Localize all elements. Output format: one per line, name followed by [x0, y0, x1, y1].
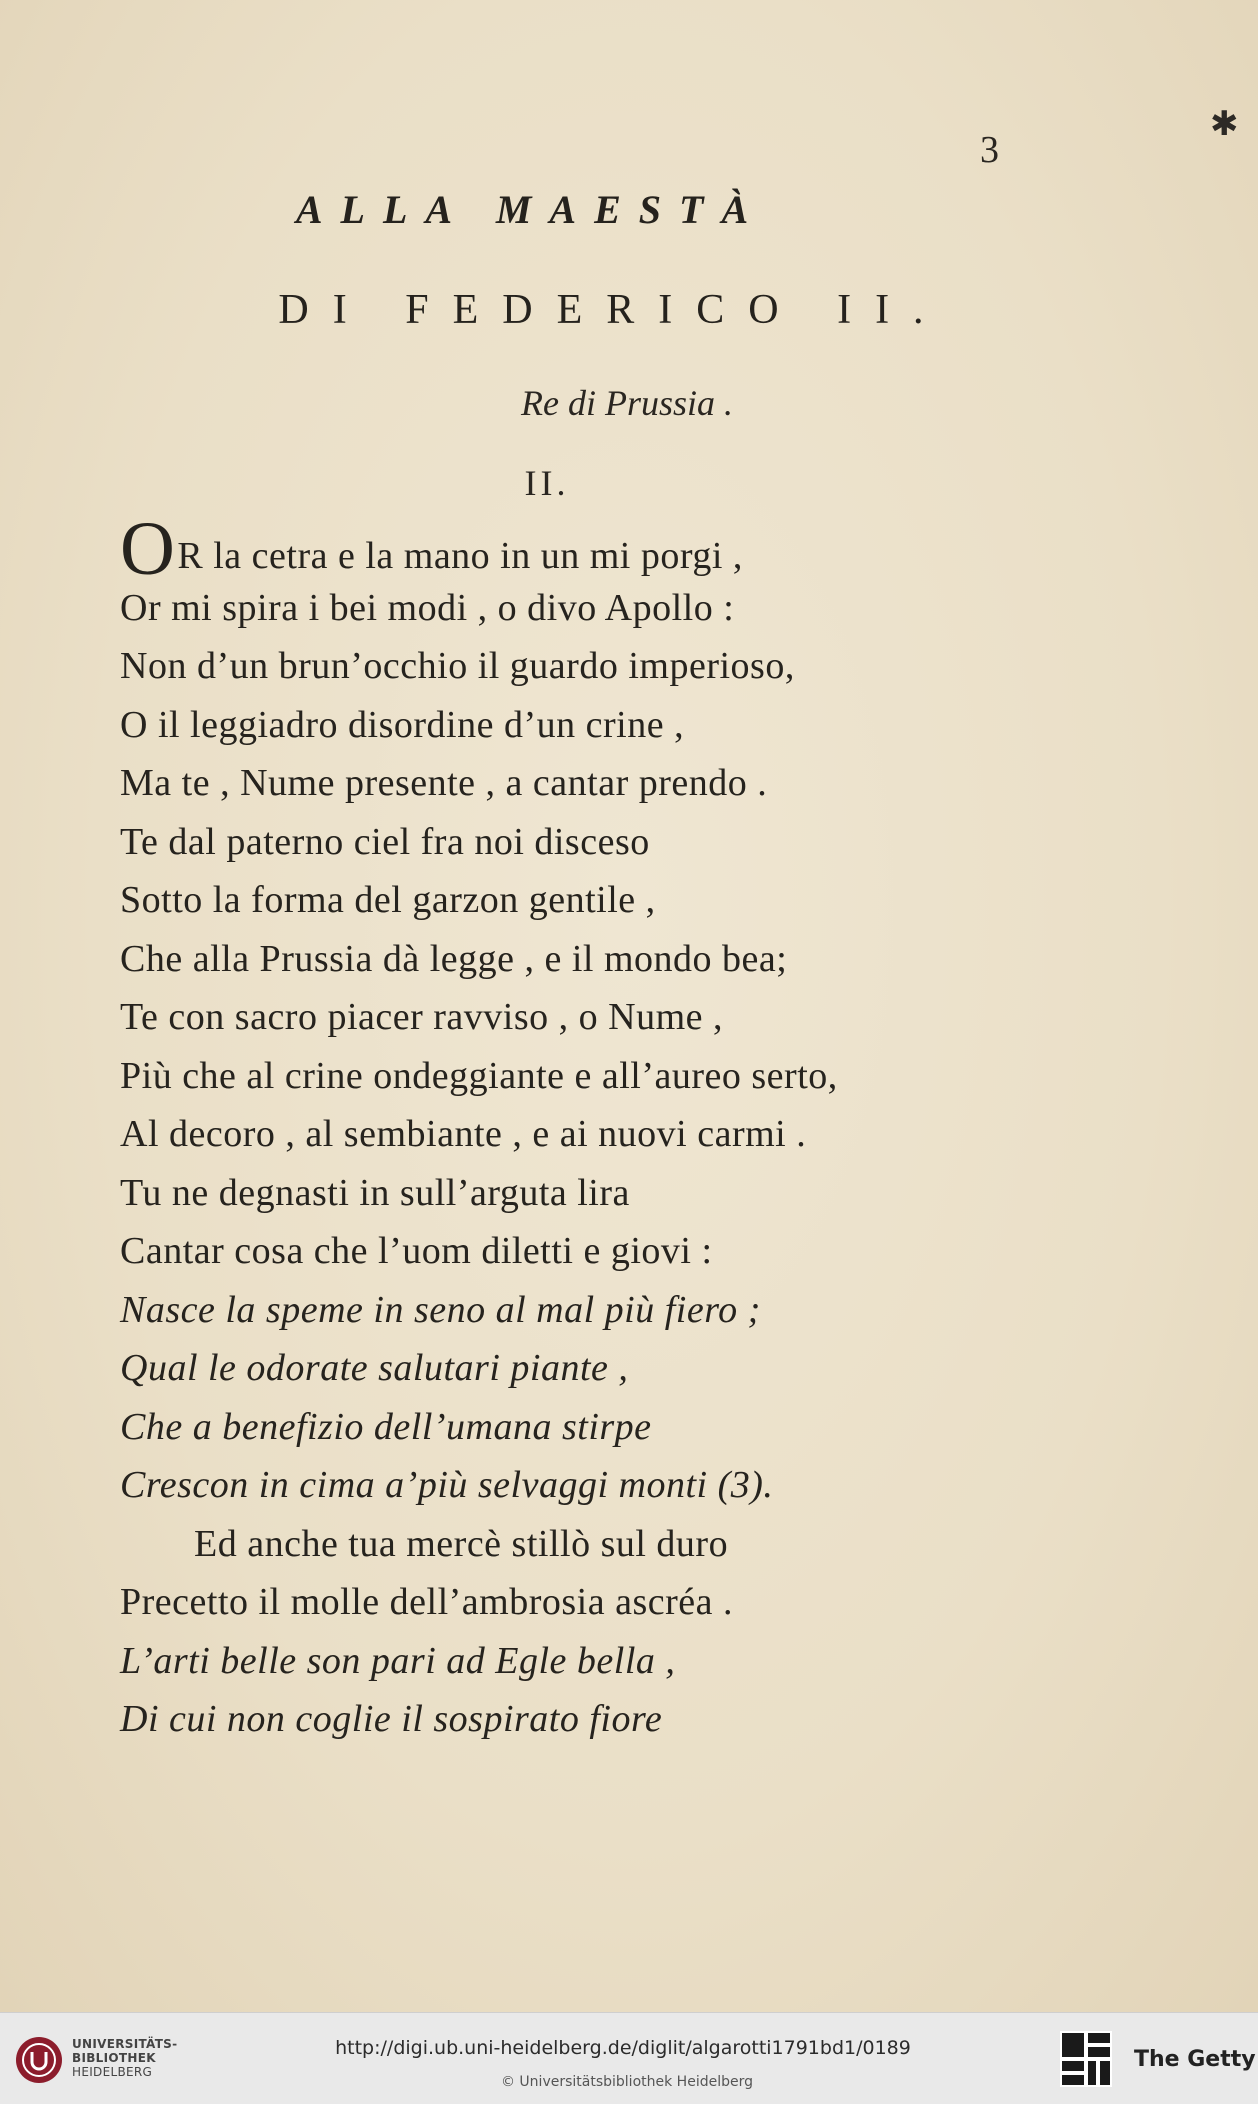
poem-line-text: Che alla Prussia dà legge , e il mondo bea;: [120, 937, 788, 980]
poem-line-text: Te dal paterno ciel fra noi disceso: [120, 820, 650, 863]
poem-line: [120, 1281, 1040, 1340]
poem-line-text: Nasce la speme in seno al mal più fiero ;: [120, 1288, 761, 1331]
poem-text: [120, 507, 1040, 1749]
drop-cap: O: [120, 507, 176, 591]
getty-logo-icon: [1060, 2031, 1112, 2087]
poem-line: [120, 637, 1040, 696]
poem-line-text: L’arti belle son pari ad Egle bella ,: [120, 1639, 676, 1682]
poem-line: [120, 696, 1040, 755]
title-line-1: ALLA MAESTÀ: [295, 187, 767, 232]
poem-line-text: Or mi spira i bei modi , o divo Apollo :: [120, 586, 735, 629]
poem-line-text: Cantar cosa che l’uom diletti e giovi :: [120, 1230, 713, 1272]
poem-line-text: Più che al crine ondeggiante e all’aureo serto,: [120, 1054, 838, 1097]
poem-line: [120, 1632, 1040, 1691]
poem-line: [120, 507, 1040, 591]
poem-line-text: Sotto la forma del garzon gentile ,: [120, 879, 656, 921]
poem-line: [120, 1573, 1040, 1632]
poem-line-text: Di cui non coglie il sospirato fiore: [120, 1698, 663, 1740]
poem-line-text: Ed anche tua mercè stillò sul duro: [194, 1522, 729, 1565]
poem-line-text: Non d’un brun’occhio il guardo imperioso,: [120, 645, 795, 687]
poem-line: [120, 1222, 1040, 1281]
poem-line: [120, 1164, 1040, 1223]
poem-line: [120, 1339, 1040, 1398]
poem-line: [120, 1105, 1040, 1164]
poem-line-text: Che a benefizio dell’umana stirpe: [120, 1405, 652, 1448]
poem-line-text: Qual le odorate salutari piante ,: [120, 1347, 629, 1389]
poem-line: [120, 871, 1040, 930]
section-number: II.: [524, 463, 570, 503]
poem-line-text: Te con sacro piacer ravviso , o Nume ,: [120, 996, 724, 1038]
poem-line-text: O il leggiadro disordine d’un crine ,: [120, 703, 685, 746]
copyright-notice: © Universitätsbibliothek Heidelberg: [500, 2074, 753, 2090]
ornament-mark: ✱: [1210, 106, 1239, 143]
poem-line: [120, 1690, 1040, 1749]
poem-line: [120, 754, 1040, 813]
poem-line: [120, 1515, 1040, 1574]
permalink-url[interactable]: http://digi.ub.uni-heidelberg.de/diglit/algarotti1791bd1/0189: [335, 2037, 911, 2059]
subtitle: Re di Prussia .: [521, 383, 733, 423]
poem-line: [120, 930, 1040, 989]
poem-line: [120, 988, 1040, 1047]
poem-line-text: Al decoro , al sembiante , e ai nuovi carmi .: [120, 1113, 807, 1155]
poem-line-text: Crescon in cima a’più selvaggi monti (3).: [120, 1464, 774, 1506]
getty-name: The Getty: [1134, 2047, 1256, 2072]
poem-line-text: Tu ne degnasti in sull’arguta lira: [120, 1171, 630, 1214]
poem-line: [120, 1398, 1040, 1457]
viewer-footer: [0, 2012, 1258, 2104]
poem-line: [120, 1456, 1040, 1515]
poem-line: [120, 1047, 1040, 1106]
poem-line-text: Ma te , Nume presente , a cantar prendo .: [120, 762, 768, 804]
page-number: 3: [980, 129, 999, 171]
poem-line-text: Precetto il molle dell’ambrosia ascréa .: [120, 1581, 733, 1623]
title-line-2: DI FEDERICO II.: [278, 287, 948, 333]
poem-line-text: R la cetra e la mano in un mi porgi ,: [177, 535, 743, 577]
poem-line: [120, 813, 1040, 872]
poem-line: [120, 579, 1040, 638]
library-name: UNIVERSITÄTS- BIBLIOTHEK HEIDELBERG: [72, 2037, 178, 2079]
